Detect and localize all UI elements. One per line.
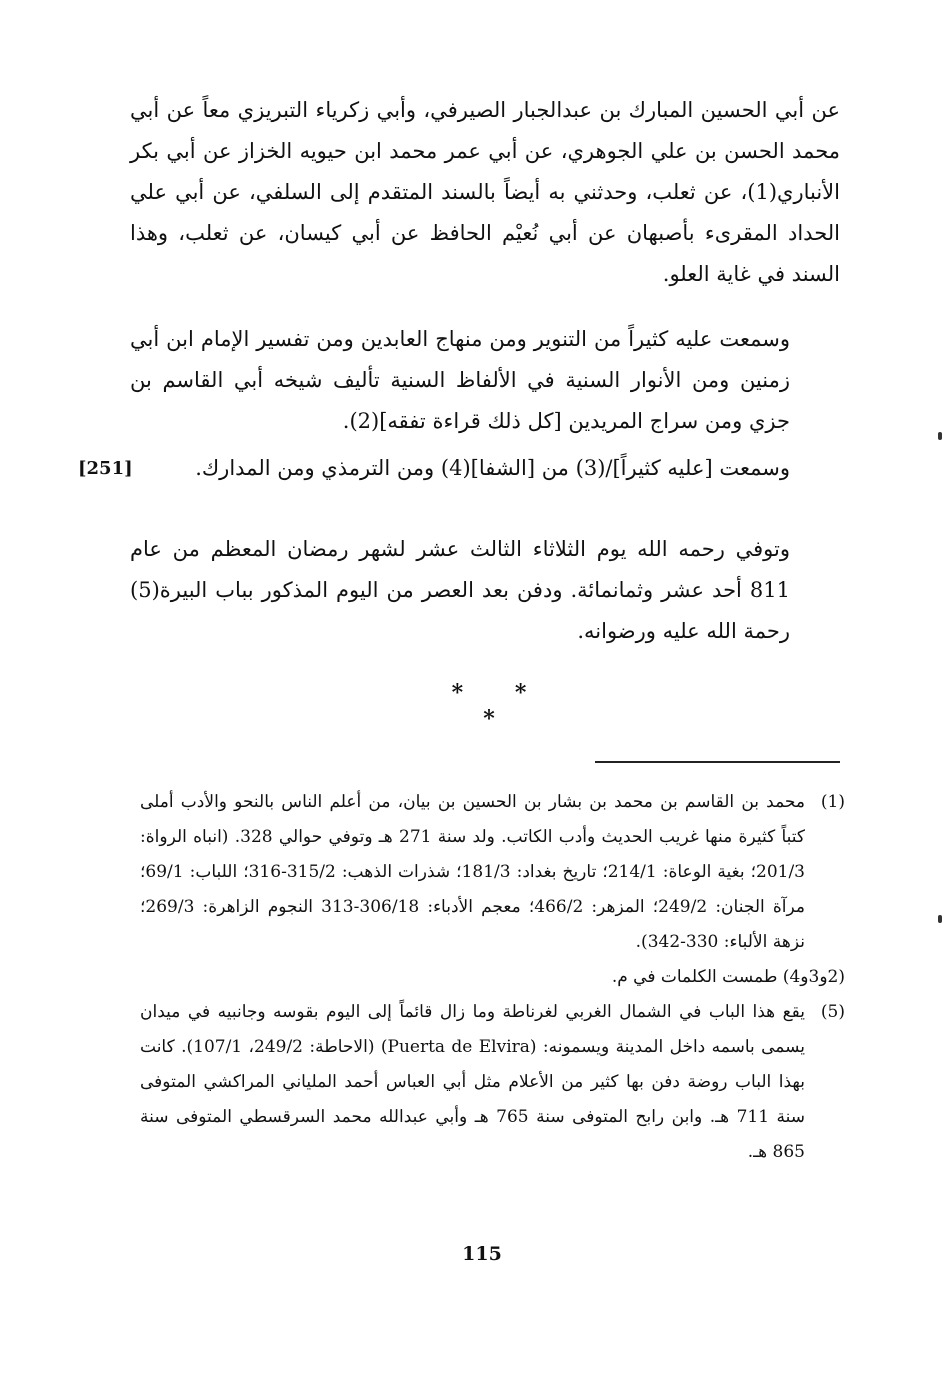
footnote-rule (595, 761, 840, 763)
footnote-1 (140, 785, 845, 960)
footnote-text: محمد بن القاسم بن محمد بن بشار بن الحسين بن بيان، من أعلم الناس بالنحو والأدب أملى كتباً كثيرة منها غريب الحديث وأدب الكاتب. ولد سنة 271 هـ وتوفي حوالي 328. (انباه الرواة: 201/3؛ بغية الوعاة: 214/1؛ تاريخ بغداد: 181/3؛ شذرات الذهب: 315/2-316؛ اللباب: 69/1؛ مرآة الجنان: 249/2؛ المزهر: 466/2؛ معجم الأدباء: 306/18-313 النجوم الزاهرة: 269/3؛ نزهة الألباء: 330-342). (140, 792, 805, 952)
paragraph-heard-books: وسمعت عليه كثيراً من التنوير ومن منهاج العابدين ومن تفسير الإمام ابن أبي زمنين ومن الأنوار السنية في الألفاظ السنية تأليف شيخه أبي القاسم بن جزي ومن سراج المريدين [كل ذلك قراءة تفقه](2). (130, 327, 790, 433)
paragraph-heard-more: وسمعت [عليه كثيراً]/(3) من [الشفا](4) ومن الترمذي ومن المدارك. (195, 456, 790, 480)
footnote-text: يقع هذا الباب في الشمال الغربي لغرناطة وما زال قائماً إلى اليوم بقوسه وجانبيه في ميدان يسمى باسمه داخل المدينة ويسمونه: (Puerta de Elvira) (الاحاطة: 249/2، 107/1). كانت بهذا الباب روضة دفن بها كثير من الأعلام مثل أبي العباس أحمد الملياني المراكشي المتوفى سنة 711 هـ. وابن رابح المتوفى سنة 765 هـ وأبي عبدالله محمد السرقسطي المتوفى سنة 865 هـ. (140, 1002, 805, 1162)
page-number: 115 (462, 1243, 502, 1265)
section-separator: * * * (451, 680, 549, 732)
scan-speck (938, 915, 942, 923)
footnotes (140, 785, 845, 1170)
paragraph-heard-more-row (78, 448, 840, 489)
manuscript-folio-ref: [251] (78, 458, 133, 479)
footnote-number: (5) (820, 1002, 845, 1022)
main-text (78, 90, 840, 658)
footnote-5 (140, 995, 845, 1170)
paragraph-isnad: عن أبي الحسين المبارك بن عبدالجبار الصيرفي، وأبي زكرياء التبريزي معاً عن أبي محمد الحسن بن علي الجوهري، عن أبي عمر محمد ابن حيويه الخزاز عن أبي بكر الأنباري(1)، عن ثعلب، وحدثني به أيضاً بالسند المتقدم إلى السلفي، عن أبي علي الحداد المقرىء بأصبهان عن أبي نُعيْم الحافظ عن أبي كيسان، عن ثعلب، وهذا السند في غاية العلو. (130, 98, 840, 286)
footnote-number: (1) (820, 792, 845, 812)
paragraph-death: وتوفي رحمه الله يوم الثلاثاء الثالث عشر لشهر رمضان المعظم من عام 811 أحد عشر وثمانمائة. ودفن بعد العصر من اليوم المذكور بباب البيرة(5) رحمة الله عليه ورضوانه. (130, 537, 790, 643)
footnote-2-3-4: (2و3و4) طمست الكلمات في م. (611, 967, 845, 987)
scan-speck (938, 432, 942, 440)
